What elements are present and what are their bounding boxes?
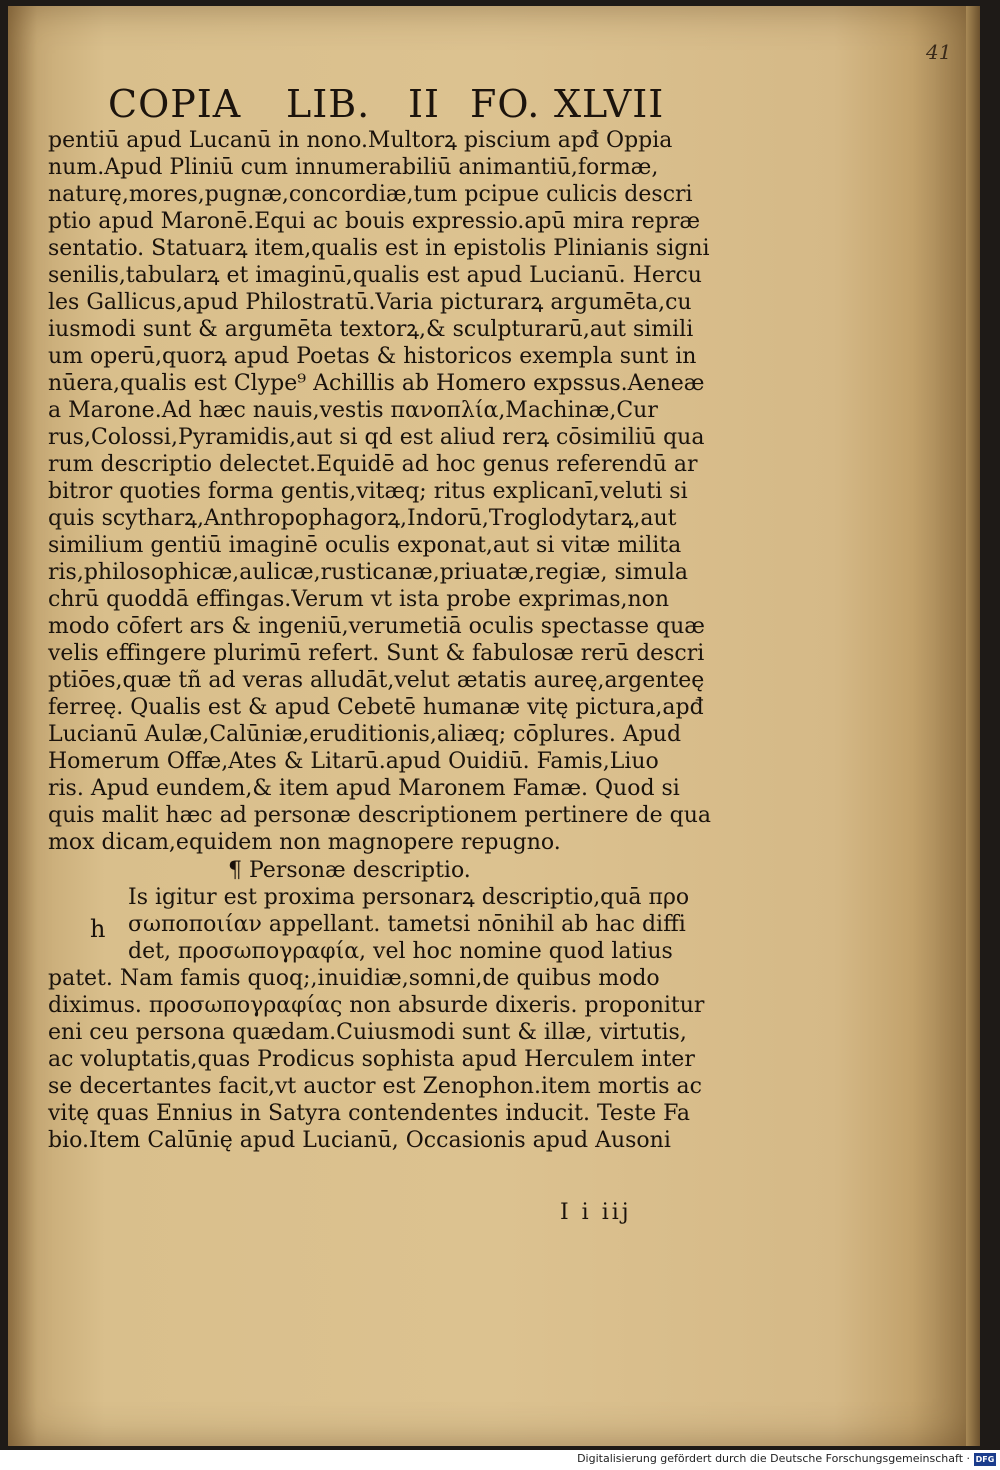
dfg-logo-icon: DFG [975,1455,995,1464]
text-line: les Gallicus,apud Philostratū.Varia picturarꝝ argumēta,cu [48,290,692,315]
text-line: ptiōes,quæ tñ ad veras alludāt,velut ætatis aureę,argenteę [48,668,705,693]
text-line: Lucianū Aulæ,Calūniæ,eruditionis,aliæq; cōplures. Apud [48,722,682,747]
text-line: senilis,tabularꝝ et imaginū,qualis est apud Lucianū. Hercu [48,263,702,288]
text-line: quis malit hæc ad personæ descriptionem pertinere de qua [48,803,711,828]
body-text [48,126,711,1196]
text-line: Is igitur est proxima personarꝝ descriptio,quā προ [128,885,690,910]
text-line: mox dicam,equidem non magnopere repugno. [48,830,561,855]
marginal-letter: h [90,915,106,943]
folio-mark: 41 [926,40,952,64]
text-line: σωποποιίαν appellant. tametsi nōnihil ab hac diffi [128,912,686,937]
text-line: pentiū apud Lucanū in nono.Multorꝝ piscium apđ Oppia [48,128,673,153]
text-line: rus,Colossi,Pyramidis,aut si qd est aliud rerꝝ cōsimiliū qua [48,425,705,450]
header-lib: LIB. [286,82,371,126]
text-line: chrū quoddā effingas.Verum vt ista probe exprimas,non [48,587,670,612]
text-line: Homerum Offæ,Ates & Litarū.apud Ouidiū. Famis,Liuo [48,749,659,774]
text-line: sentatio. Statuarꝝ item,qualis est in epistolis Plinianis signi [48,236,710,261]
text-line: ris. Apud eundem,& item apud Maronem Famæ. Quod si [48,776,680,801]
text-line: velis effingere plurimū refert. Sunt & fabulosæ rerū descri [48,641,705,666]
text-line: a Marone.Ad hæc nauis,vestis πανοπλία,Machinæ,Cur [48,398,658,423]
header-book-number: II [408,82,441,126]
text-line: modo cōfert ars & ingeniū,verumetiā oculis spectasse quæ [48,614,705,639]
running-header [108,82,668,132]
text-line: similium gentiū imaginē oculis exponat,aut si vitæ milita [48,533,682,558]
text-line: patet. Nam famis quoq;,inuidiæ,somni,de quibus modo [48,966,660,991]
funding-credit: Digitalisierung gefördert durch die Deutsche Forschungsgemeinschaft · [577,1452,970,1465]
text-line: ac voluptatis,quas Prodicus sophista apud Herculem inter [48,1047,695,1072]
text-line: naturę,mores,pugnæ,concordiæ,tum pcipue culicis descri [48,182,693,207]
text-line: ris,philosophicæ,aulicæ,rusticanæ,priuatæ,regiæ, simula [48,560,688,585]
text-line: num.Apud Pliniū cum innumerabiliū animantiū,formæ, [48,155,659,180]
text-line: ferreę. Qualis est & apud Cebetē humanæ vitę pictura,apđ [48,695,704,720]
header-folio-number: XLVII [554,82,665,126]
text-line: iusmodi sunt & argumēta textorꝝ,& sculpturarū,aut simili [48,317,694,342]
text-line: det, προσωπογραφία, vel hoc nomine quod latius [128,939,673,964]
text-line: vitę quas Ennius in Satyra contendentes inducit. Teste Fa [48,1101,690,1126]
header-fo: FO. [470,82,541,126]
text-line: quis scytharꝝ,Anthropophagorꝝ,Indorū,Troglodytarꝝ,aut [48,506,677,531]
text-line: um operū,quorꝝ apud Poetas & historicos exempla sunt in [48,344,697,369]
section-heading: ¶ Personæ descriptio. [228,858,471,883]
text-line: se decertantes facit,vt auctor est Zenophon.item mortis ac [48,1074,702,1099]
text-line: bitror quoties forma gentis,vitæq; ritus explicanī,veluti si [48,479,688,504]
text-line: diximus. προσωπογραφίας non absurde dixeris. proponitur [48,993,705,1018]
page-edge [966,6,980,1446]
header-title: COPIA [108,82,242,126]
text-line: bio.Item Calūnię apud Lucianū, Occasionis apud Ausoni [48,1128,671,1153]
footer-bar [0,1450,1000,1470]
text-line: eni ceu persona quædam.Cuiusmodi sunt & illæ, virtutis, [48,1020,687,1045]
text-line: nūera,qualis est Clype⁹ Achillis ab Homero expssus.Aeneæ [48,371,705,396]
text-line: rum descriptio delectet.Equidē ad hoc genus referendū ar [48,452,698,477]
signature-mark: I i iij [560,1200,632,1225]
text-line: ptio apud Maronē.Equi ac bouis expressio.apū mira repræ [48,209,701,234]
